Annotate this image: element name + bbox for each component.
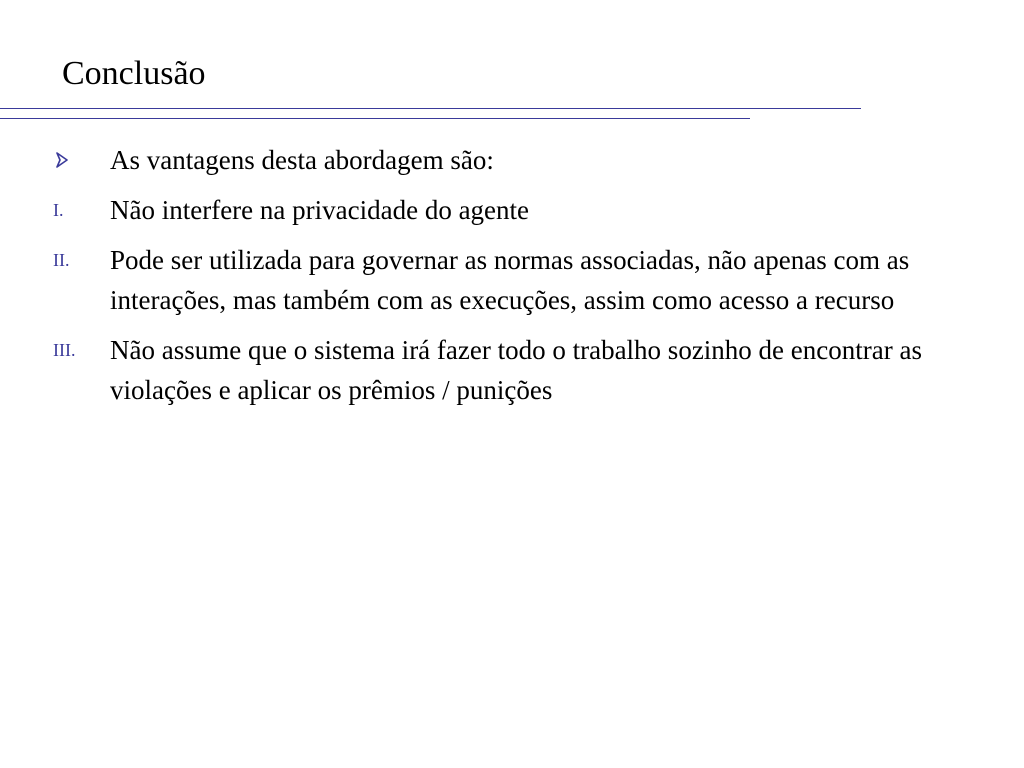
bullet-list (0, 140, 930, 420)
list-item (0, 190, 930, 230)
list-marker: I. (53, 200, 64, 220)
list-marker: II. (53, 250, 70, 270)
list-item-text: Não interfere na privacidade do agente (110, 195, 530, 225)
list-item-text: Não assume que o sistema irá fazer todo o trabalho sozinho de encontrar as violações e aplicar os prêmios / punições (110, 335, 922, 405)
title-divider-top (0, 108, 861, 109)
list-item (0, 140, 930, 180)
arrow-bullet-icon (55, 152, 69, 168)
list-item (0, 330, 930, 410)
list-marker: III. (53, 340, 76, 360)
slide-title: Conclusão (62, 55, 206, 92)
list-item-text: Pode ser utilizada para governar as normas associadas, não apenas com as interações, mas também com as execuções, assim como acesso a recurso (110, 245, 910, 315)
list-item (0, 240, 930, 320)
title-divider-bottom (0, 118, 750, 119)
list-item-text: As vantagens desta abordagem são: (110, 145, 494, 175)
